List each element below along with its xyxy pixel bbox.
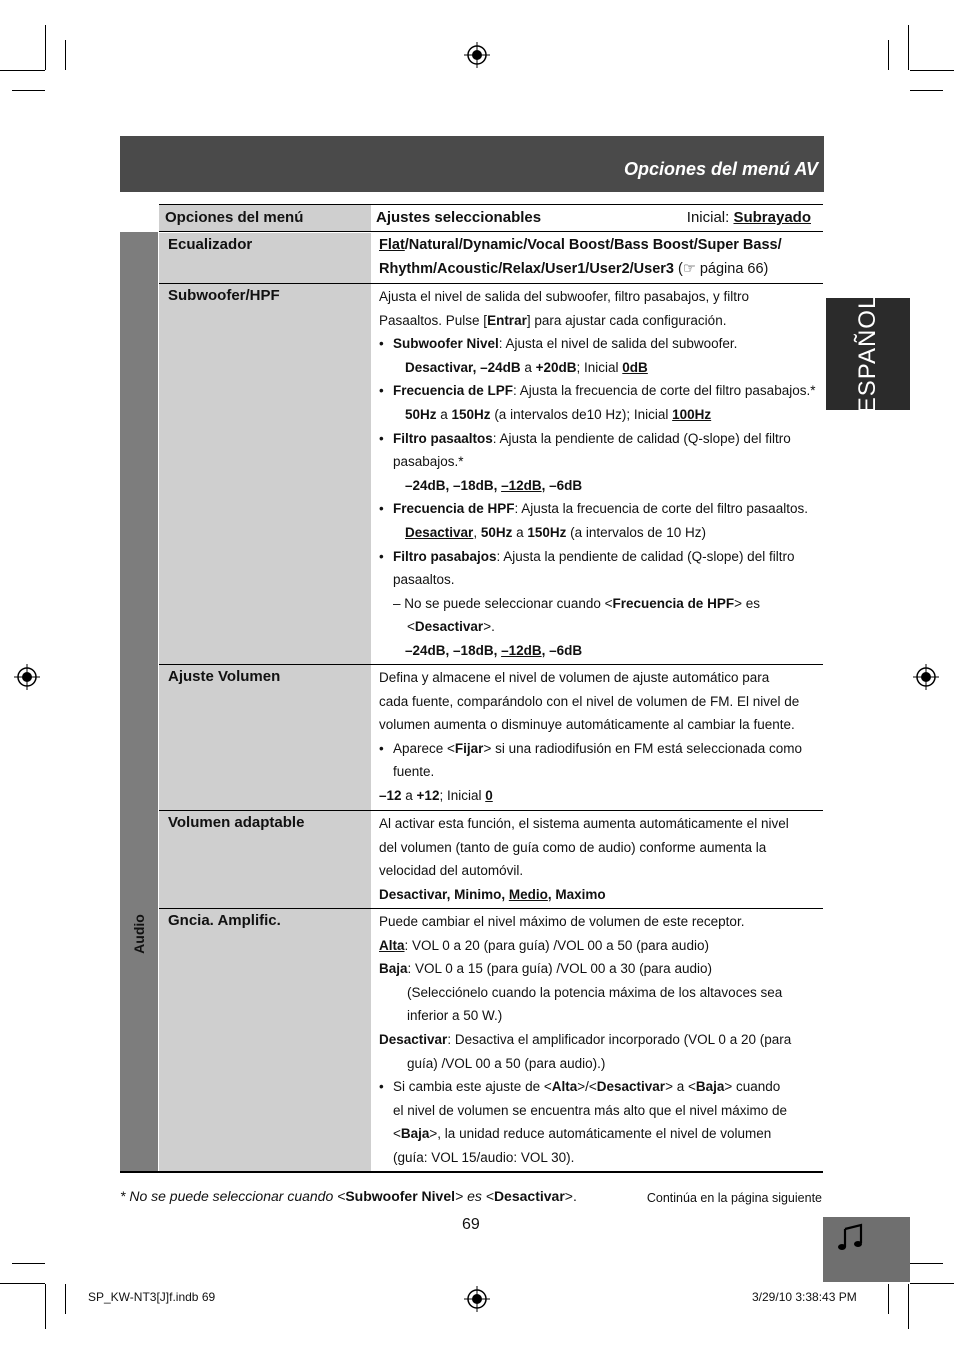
value: –24dB (405, 642, 446, 658)
value: –24dB (405, 477, 446, 493)
text: > cuando (724, 1079, 781, 1095)
value: Desactivar (405, 359, 473, 375)
bullet: • (379, 548, 384, 564)
continues-note: Continúa en la página siguiente (646, 1191, 822, 1205)
registration-mark-icon (464, 42, 490, 68)
option-desc: pasaaltos. (393, 572, 455, 588)
page-number: 69 (462, 1216, 480, 1233)
language-tab-label: ESPAÑOL (854, 294, 881, 414)
crop-mark (910, 1263, 943, 1264)
value: –18dB (453, 477, 494, 493)
value: Desactivar (379, 1031, 448, 1047)
bullet: • (379, 740, 384, 756)
row-divider (159, 283, 823, 284)
crop-mark (65, 40, 66, 70)
value-default: Medio (508, 886, 548, 902)
option: Baja (695, 1079, 725, 1095)
slug-file: SP_KW-NT3[J]f.indb 69 (88, 1290, 216, 1304)
note-text: – No se puede seleccionar cuando < (393, 595, 613, 611)
option-title: Frecuencia de HPF (393, 501, 515, 517)
option-desc: : Ajusta la frecuencia de corte del filtro pasabajos.* (513, 383, 816, 399)
row-name: Volumen adaptable (168, 814, 305, 831)
page-title: Opciones del menú AV (623, 159, 818, 179)
desc-line: cada fuente, comparándolo con el nivel de volumen de FM. El nivel de (379, 693, 800, 709)
desc: : Desactiva el amplificador incorporado (VOL 0 a 20 (para (447, 1031, 792, 1047)
music-notes-icon (837, 1223, 869, 1255)
initial-value: Subrayado (733, 209, 811, 226)
crop-mark (910, 1283, 954, 1284)
settings-subwoofer: Ajusta el nivel de salida del subwoofer, filtro pasabajos, y filtro Pasaaltos. Pulse [Entrar] para ajustar cada configuración. • Subwoofer Nivel: Ajusta el nivel de salida del subwoofer. Desactivar, –24dB a +20dB; Inicial 0dB • Frecuencia de LPF: Ajusta la frecuencia de corte del filtro pasabajos.* 50Hz a 150Hz (a intervalos de10 Hz); Inicial 100Hz • Filtro pasaaltos: Ajusta la pendiente de calidad (Q-slope) del filtro pasabajos.* –24dB, –18dB, –12dB, –6dB • Frecuencia de HPF: Ajusta la frecuencia de corte del filtro pasaaltos. Desactivar, 50Hz a 150Hz (a intervalos de 10 Hz) • Filtro pasabajos: Ajusta la pendiente de calidad (Q-slope) del filtro pasaaltos. – No se puede seleccionar cuando <Frecuencia de HPF> es <Desactivar>. –24dB, –18dB, –12dB, –6dB (379, 285, 819, 663)
crop-mark (908, 25, 909, 70)
desc-line: Puede cambiar el nivel máximo de volumen de este receptor. (379, 914, 745, 929)
row-name-cell (159, 811, 371, 908)
value: –18dB (453, 642, 494, 658)
note-text: >. (483, 619, 495, 635)
option-desc: pasabajos.* (393, 454, 464, 470)
row-name: Ajuste Volumen (168, 668, 281, 685)
row-name-cell (159, 284, 371, 664)
footnote-option: Desactivar (493, 1188, 565, 1204)
desc-line: velocidad del automóvil. (379, 863, 524, 879)
value: 50Hz (480, 524, 513, 540)
value-default: 100Hz (672, 406, 712, 422)
value-default: –12dB (501, 477, 542, 493)
table-bottom-rule (120, 1171, 823, 1173)
value-default: Desactivar (405, 524, 474, 540)
text: > si una radiodifusión en FM está seleccionada como (483, 740, 802, 756)
crop-mark (45, 25, 46, 70)
row-name-cell (159, 665, 371, 810)
footnote-text: > es < (455, 1188, 494, 1204)
col1-heading: Opciones del menú (165, 209, 304, 226)
settings-gncia-amplific (379, 910, 819, 1170)
row-name-cell (159, 909, 371, 1171)
value: 50Hz (405, 406, 437, 422)
value: Desactivar (379, 886, 447, 902)
bullet: • (379, 383, 384, 399)
option-desc: : Ajusta el nivel de salida del subwoofer. (498, 336, 738, 352)
bullet: • (379, 501, 384, 517)
text: Pasaaltos. Pulse [ (379, 312, 488, 328)
desc: : VOL 0 a 15 (para guía) /VOL 00 a 30 (para audio) (407, 961, 712, 977)
crop-mark (0, 1283, 45, 1284)
option-title: Subwoofer Nivel (393, 336, 499, 352)
row-name: Subwoofer/HPF (168, 287, 280, 304)
option-desc: : Ajusta la frecuencia de corte del filtro pasaaltos. (514, 501, 808, 517)
section-column (120, 232, 158, 1172)
text: (guía: VOL 15/audio: VOL 30). (393, 1149, 575, 1165)
text: (a intervalos de10 Hz); Inicial (490, 406, 673, 422)
text: > a < (665, 1079, 696, 1095)
crop-mark (910, 90, 943, 91)
language-tab (826, 294, 910, 414)
music-section-tab (823, 1217, 910, 1282)
footnote-option: Subwoofer Nivel (345, 1188, 456, 1204)
note-option: Desactivar (414, 619, 484, 635)
text: ] para ajustar cada configuración. (526, 312, 727, 328)
initial-prefix: Inicial: (686, 209, 734, 226)
value-default: –12dB (501, 642, 542, 658)
crop-mark (12, 1263, 45, 1264)
footnote (120, 1188, 577, 1204)
footnote-text: * No se puede seleccionar cuando < (120, 1188, 346, 1204)
value: –6dB (549, 642, 583, 658)
key-name: Entrar (487, 312, 527, 328)
initial-legend (687, 209, 811, 226)
bullet: • (379, 430, 384, 446)
row-name-cell (159, 233, 371, 283)
crop-mark (908, 1284, 909, 1329)
text: >/< (577, 1079, 597, 1095)
desc: (Selecciónelo cuando la potencia máxima de los altavoces sea (407, 984, 783, 1000)
value-list: Rhythm/Acoustic/Relax/User1/User2/User3 (379, 260, 674, 277)
settings-ecualizador (379, 234, 819, 281)
value: Maximo (555, 886, 606, 902)
page-reference: (☞ página 66) (673, 260, 769, 277)
desc: inferior a 50 W.) (407, 1008, 503, 1024)
value-default: Flat (379, 237, 405, 253)
note-option: Frecuencia de HPF (612, 595, 735, 611)
text: a (436, 406, 452, 422)
value: –12 (379, 787, 402, 803)
value: +12 (416, 787, 440, 803)
text: ; Inicial (576, 359, 623, 375)
header-band (120, 136, 824, 192)
option-title: Filtro pasabajos (393, 548, 497, 564)
settings-volumen-adaptable: Al activar esta función, el sistema aumenta automáticamente el nivel del volumen (tanto de guía como de audio) conforme aumenta la velocidad del automóvil. Desactivar, Minimo, Medio, Maximo (379, 812, 819, 906)
value-default: 0dB (622, 359, 648, 375)
option-title: Frecuencia de LPF (393, 383, 514, 399)
text: ; Inicial (439, 787, 486, 803)
crop-mark (888, 40, 889, 70)
desc-line: Defina y almacene el nivel de volumen de ajuste automático para (379, 670, 770, 685)
bullet: • (379, 336, 384, 352)
value: 150Hz (527, 524, 567, 540)
slug-timestamp: 3/29/10 3:38:43 PM (752, 1290, 857, 1304)
note-text: < (407, 619, 415, 635)
row-name: Ecualizador (168, 236, 253, 253)
option: Desactivar (596, 1079, 666, 1095)
value-default: 0 (485, 787, 493, 803)
value: , –24dB (472, 359, 521, 375)
row-divider (159, 908, 823, 909)
text: fuente. (393, 764, 435, 780)
option-title: Filtro pasaaltos (393, 430, 493, 446)
settings-ajuste-volumen (379, 666, 819, 808)
registration-mark-icon (14, 664, 40, 690)
value: +20dB (535, 359, 577, 375)
table-header-col1 (159, 204, 371, 232)
desc: : VOL 0 a 20 (para guía) /VOL 00 a 50 (para audio) (404, 937, 709, 953)
desc: guía) /VOL 00 a 50 (para audio).) (407, 1055, 606, 1071)
crop-mark (0, 70, 45, 71)
bullet: • (379, 1079, 384, 1095)
option-desc: : Ajusta la pendiente de calidad (Q-slope) del filtro (492, 430, 791, 446)
text: >, la unidad reduce automáticamente el nivel de volumen (429, 1126, 772, 1142)
text: a (512, 524, 528, 540)
row-divider (159, 810, 823, 811)
row-divider (159, 664, 823, 665)
row-name: Gncia. Amplific. (168, 912, 281, 929)
value: 150Hz (451, 406, 491, 422)
text: (a intervalos de 10 Hz) (566, 524, 706, 540)
text: el nivel de volumen se encuentra más alto que el nivel máximo de (393, 1102, 787, 1118)
option: Fijar (454, 740, 484, 756)
value: Minimo (454, 886, 502, 902)
value: Baja (379, 961, 408, 977)
table-header-col2 (371, 204, 823, 232)
option-desc: : Ajusta la pendiente de calidad (Q-slope) del filtro (496, 548, 795, 564)
section-label: Audio (131, 914, 147, 954)
desc-line: volumen aumenta o disminuye automáticamente al cambiar la fuente. (379, 717, 795, 733)
crop-mark (65, 1284, 66, 1314)
desc-line: Al activar esta función, el sistema aumenta automáticamente el nivel (379, 816, 789, 831)
value: –6dB (549, 477, 583, 493)
desc-line: del volumen (tanto de guía como de audio) conforme aumenta la (379, 839, 767, 855)
crop-mark (12, 90, 45, 91)
intro-line: Ajusta el nivel de salida del subwoofer, filtro pasabajos, y filtro (379, 289, 749, 304)
text: a (401, 787, 417, 803)
value-default: Alta (379, 937, 405, 953)
registration-mark-icon (464, 1286, 490, 1312)
footnote-text: >. (564, 1188, 577, 1204)
text: Aparece < (393, 740, 455, 756)
crop-mark (45, 1284, 46, 1329)
value-list: /Natural/Dynamic/Vocal Boost/Bass Boost/Super Bass/ (404, 237, 782, 253)
text: a (520, 359, 536, 375)
option: Alta (551, 1079, 578, 1095)
option: Baja (400, 1126, 430, 1142)
crop-mark (888, 1284, 889, 1314)
col2-heading: Ajustes seleccionables (376, 209, 542, 226)
text: < (393, 1126, 401, 1142)
crop-mark (910, 70, 954, 71)
note-text: > es (734, 595, 760, 611)
registration-mark-icon (913, 664, 939, 690)
text: Si cambia este ajuste de < (393, 1079, 552, 1095)
